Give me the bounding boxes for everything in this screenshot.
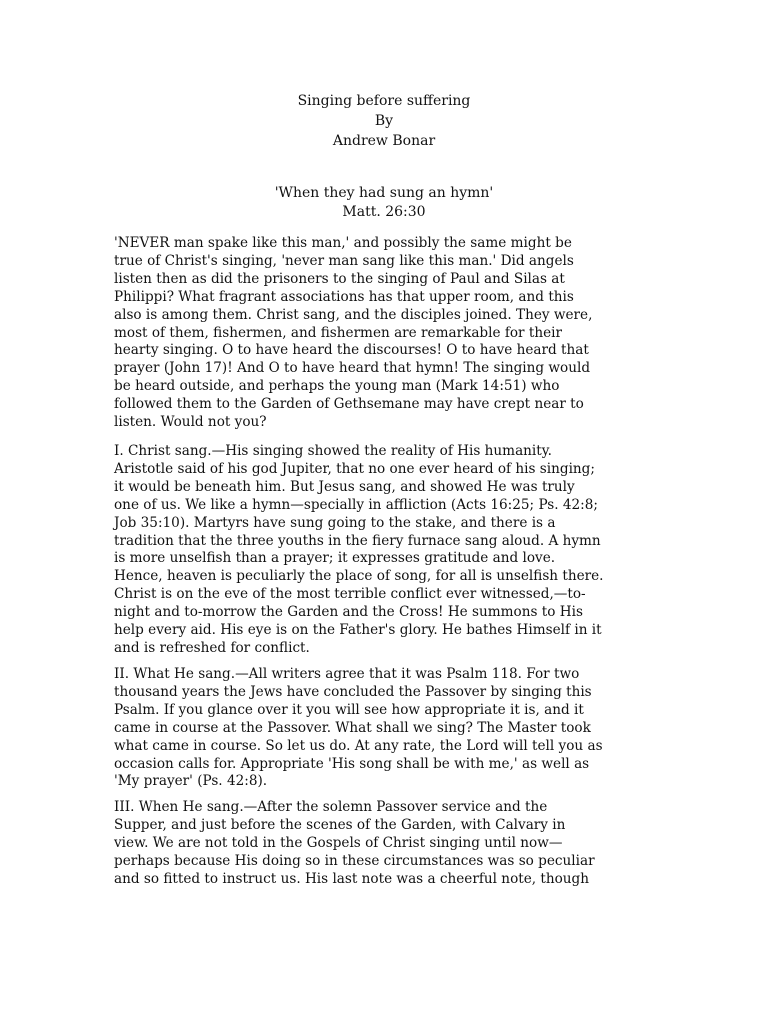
paragraph-line: perhaps because His doing so in these circumstances was so peculiar	[114, 852, 595, 869]
paragraph-line: thousand years the Jews have concluded the Passover by singing this	[114, 683, 592, 700]
paragraph-line: also is among them. Christ sang, and the disciples joined. They were,	[114, 306, 593, 323]
paragraph-line: Christ is on the eve of the most terrible conflict ever witnessed,—to-	[114, 586, 586, 603]
paragraph-line: came in course at the Passover. What shall we sing? The Master took	[114, 719, 591, 736]
paragraph-line: listen. Would not you?	[114, 414, 267, 431]
paragraph-line: and is refreshed for conflict.	[114, 639, 310, 656]
paragraph-line: view. We are not told in the Gospels of Christ singing until now—	[114, 834, 563, 851]
paragraph-line: listen then as did the prisoners to the singing of Paul and Silas at	[114, 270, 565, 287]
paragraph-line: be heard outside, and perhaps the young man (Mark 14:51) who	[114, 378, 560, 395]
paragraph-line: it would be beneath him. But Jesus sang, and showed He was truly	[114, 478, 575, 495]
paragraph-line: 'NEVER man spake like this man,' and possibly the same might be	[114, 235, 572, 251]
epigraph	[0, 184, 768, 222]
paragraph-line: I. Christ sang.—His singing showed the reality of His humanity.	[114, 443, 552, 459]
document-title	[0, 91, 768, 151]
paragraph-christ-sang	[114, 443, 654, 658]
paragraph-line: Hence, heaven is peculiarly the place of song, for all is unselfish there.	[114, 568, 604, 585]
paragraph-line: III. When He sang.—After the solemn Passover service and the	[114, 799, 548, 815]
paragraph-line: Job 35:10). Martyrs have sung going to the stake, and there is a	[114, 514, 556, 531]
paragraph-line: Supper, and just before the scenes of the Garden, with Calvary in	[114, 816, 566, 833]
paragraph-line: II. What He sang.—All writers agree that it was Psalm 118. For two	[114, 666, 580, 682]
paragraph-line: hearty singing. O to have heard the discourses! O to have heard that	[114, 342, 589, 359]
paragraph-line: one of us. We like a hymn—specially in affliction (Acts 16:25; Ps. 42:8;	[114, 496, 598, 513]
paragraph-line: Philippi? What fragrant associations has that upper room, and this	[114, 288, 574, 305]
paragraph-line: followed them to the Garden of Gethsemane may have crept near to	[114, 396, 584, 413]
byline-label: By	[374, 113, 394, 129]
paragraph-line: tradition that the three youths in the fiery furnace sang aloud. A hymn	[114, 532, 601, 549]
paragraph-line: Psalm. If you glance over it you will see how appropriate it is, and it	[114, 701, 584, 718]
paragraph-when-he-sang	[114, 799, 654, 889]
paragraph-line: what came in course. So let us do. At any rate, the Lord will tell you as	[114, 737, 603, 754]
paragraph-line: occasion calls for. Appropriate 'His song shall be with me,' as well as	[114, 755, 590, 772]
paragraph-line: night and to-morrow the Garden and the Cross! He summons to His	[114, 604, 583, 621]
paragraph-line: prayer (John 17)! And O to have heard that hymn! The singing would	[114, 360, 591, 377]
epigraph-reference: Matt. 26:30	[342, 204, 426, 220]
epigraph-quote: 'When they had sung an hymn'	[274, 185, 494, 201]
paragraph-line: help every aid. His eye is on the Father's glory. He bathes Himself in it	[114, 622, 602, 639]
paragraph-line: true of Christ's singing, 'never man sang like this man.' Did angels	[114, 252, 574, 269]
author-name: Andrew Bonar	[332, 133, 436, 149]
paragraph-what-he-sang	[114, 666, 654, 791]
paragraph-line: Aristotle said of his god Jupiter, that no one ever heard of his singing;	[114, 460, 595, 477]
paragraph-line: and so fitted to instruct us. His last note was a cheerful note, though	[114, 870, 590, 887]
paragraph-line: is more unselfish than a prayer; it expresses gratitude and love.	[114, 550, 556, 567]
paragraph-line: most of them, fishermen, and fishermen are remarkable for their	[114, 324, 562, 341]
paragraph-line: 'My prayer' (Ps. 42:8).	[114, 773, 268, 790]
title-line: Singing before suffering	[297, 93, 471, 109]
paragraph-intro	[114, 235, 654, 432]
